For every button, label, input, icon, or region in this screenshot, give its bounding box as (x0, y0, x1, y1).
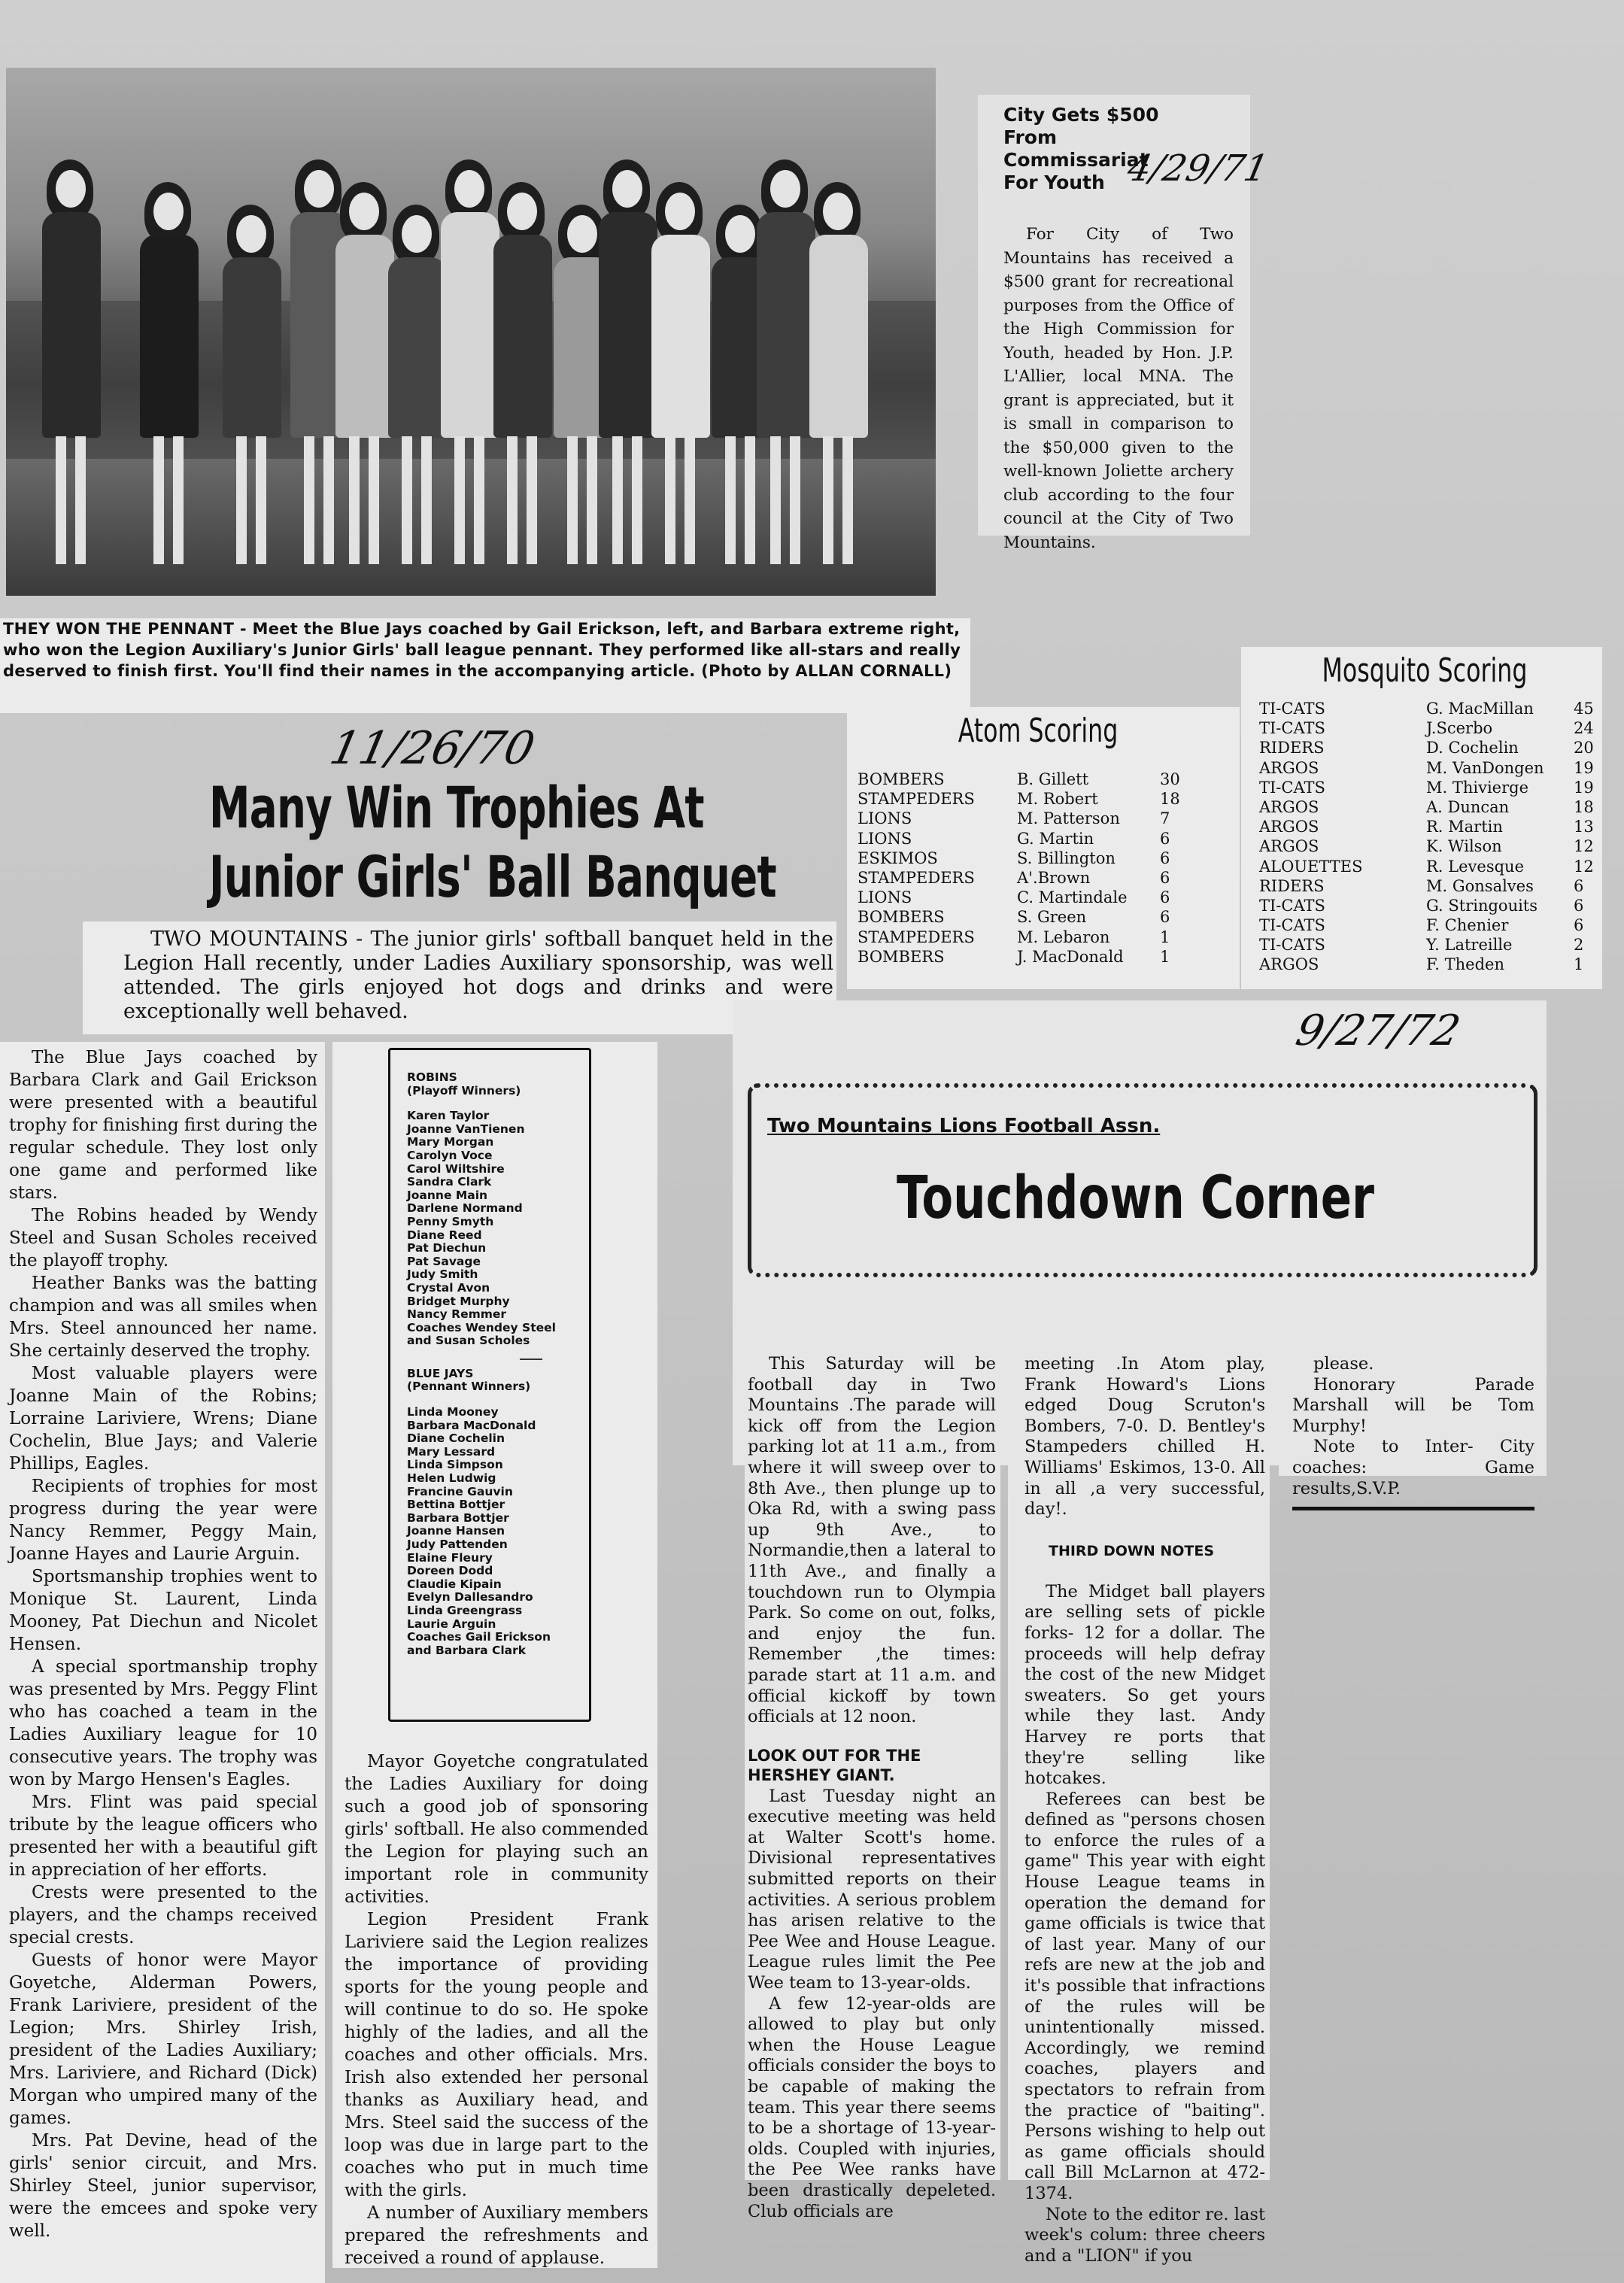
scoring-row (858, 770, 1228, 789)
team-name: STAMPEDERS (858, 927, 975, 946)
roster-name: Mary Lessard (407, 1444, 496, 1459)
column-paragraph: Last Tuesday night an executive meeting was held at Walter Scott's home. Divisional representatives submitted reports on their activities. A serious problem has arisen relative to the Pee Wee and House League. League rules limit the Pee Wee team to 13-year-olds. (748, 1786, 996, 1993)
roster-name: Barbara Bottjer (407, 1510, 509, 1525)
column-paragraph: Honorary Parade Marshall will be Tom Murphy! (1292, 1374, 1534, 1436)
roster-name: Pat Diechun (407, 1241, 487, 1255)
atom-scoring-title: Atom Scoring (958, 712, 1119, 750)
column-paragraph: Note to Inter- City coaches: Game results,S.V.P. (1292, 1437, 1534, 1498)
roster-name: Claudie Kipain (407, 1577, 502, 1591)
points: 6 (1160, 849, 1170, 867)
scoring-row (858, 927, 1228, 947)
points: 6 (1574, 896, 1584, 915)
scoring-row (858, 829, 1228, 849)
player-name: M. Patterson (1017, 809, 1120, 828)
atom-play-text: meeting .In Atom play, Frank Howard's Lions edged Doug Scruton's Bombers, 7-0. D. Bentley's Stampeders chilled H. Williams' Eskimos, 13-0. All in all ,a very successful, day!. (1024, 1354, 1265, 1519)
player-name: G. Martin (1017, 829, 1094, 848)
player-name: R. Levesque (1426, 857, 1524, 876)
scoring-row (1259, 699, 1593, 718)
player-name: G. MacMillan (1426, 700, 1534, 718)
trophies-headline-line2: Junior Girls' Ball Banquet (209, 843, 776, 910)
points: 1 (1160, 927, 1170, 946)
player-name: C. Martindale (1017, 888, 1128, 907)
trophies-column-1 (0, 1042, 325, 2283)
roster-name: Judy Smith (407, 1267, 478, 1282)
player-name: M. VanDongen (1426, 758, 1544, 777)
mosquito-scoring-clipping (1241, 647, 1602, 989)
article-paragraph: Heather Banks was the batting champion and was all smiles when Mrs. Steel announced her name. She certainly deserved the trophy. (9, 1274, 317, 1361)
roster-name: Diane Reed (407, 1228, 482, 1242)
roster-name: Sandra Clark (407, 1175, 492, 1189)
article-paragraph: A special sportmanship trophy was presented by Mrs. Peggy Flint who has coached a team in the Ladies Auxiliary league for 10 consecutive years. The trophy was won by Margo Hensen's Eagles. (9, 1657, 317, 1790)
team-name: LIONS (858, 829, 912, 848)
points: 1 (1574, 955, 1584, 974)
article-paragraph: Mrs. Pat Devine, head of the girls' senior circuit, and Mrs. Shirley Steel, junior supervisor, were the emcees and spoke very well. (9, 2131, 317, 2241)
trophies-column-2 (332, 1042, 657, 2268)
roster-name: Bridget Murphy (407, 1294, 510, 1308)
team-name: ARGOS (1259, 797, 1319, 816)
column-paragraph: A few 12-year-olds are allowed to play but only when the House League officials consider the boys to be capable of making the team. This year there seems to be a shortage of 13-year-olds. Coupled with injuries, the Pee Wee ranks have been drastically depeleted. Club officials are (748, 1993, 996, 2221)
scoring-row (858, 849, 1228, 868)
points: 6 (1160, 888, 1170, 907)
team-name: BOMBERS (858, 908, 945, 927)
points: 45 (1574, 700, 1594, 718)
roster-name: and Susan Scholes (407, 1334, 530, 1348)
article-paragraph: A number of Auxiliary members prepared the refreshments and received a round of applause. (345, 2203, 648, 2268)
team-name: TI-CATS (1259, 700, 1325, 718)
points: 2 (1574, 936, 1584, 955)
points: 13 (1574, 818, 1594, 836)
touchdown-assoc: Two Mountains Lions Football Assn. (767, 1115, 1161, 1137)
article-paragraph: Mayor Goyetche congratulated the Ladies Auxiliary for doing such a good job of sponsoring girls' softball. He also commended the Legion for playing such an important role in community activities. (345, 1752, 648, 1907)
scoring-row (858, 888, 1228, 907)
roster-name: Carol Wiltshire (407, 1161, 505, 1176)
roster-name: Karen Taylor (407, 1109, 490, 1123)
roster-name: Doreen Dodd (407, 1564, 493, 1578)
roster-name: and Barbara Clark (407, 1643, 527, 1657)
roster-name: Nancy Remmer (407, 1307, 507, 1322)
scoring-row (1259, 718, 1593, 738)
team-name: STAMPEDERS (858, 868, 975, 887)
article-paragraph: Sportsmanship trophies went to Monique St. Laurent, Linda Mooney, Pat Diechun and Nicolet Hensen. (9, 1567, 317, 1654)
roster-name: Penny Smyth (407, 1214, 494, 1228)
commissariat-date: 4/29/71 (1124, 147, 1272, 190)
bluejays-title: BLUE JAYS (407, 1366, 474, 1380)
roster-name: Evelyn Dallesandro (407, 1590, 533, 1604)
trophies-lead-clipping (83, 921, 836, 1034)
column-paragraph: Note to the editor re. last week's colum: three cheers and a "LION" if you (1024, 2204, 1265, 2266)
team-photo (6, 68, 936, 596)
bluejays-subtitle: (Pennant Winners) (407, 1380, 531, 1394)
player-name: M. Thivierge (1426, 778, 1529, 797)
team-name: ARGOS (1259, 837, 1319, 856)
third-down-heading: THIRD DOWN NOTES (1049, 1542, 1215, 1559)
column-paragraph: This Saturday will be football day in Two Mountains .The parade will kick off from the Legion parking lot at 11 a.m., from where it will sweep over to 8th Ave., then plunge up to Oka Rd, with a swing pass up 9th Ave., to Normandie,then a lateral to 11th Ave., and finally a touchdown run to Olympia Park. So come on out, folks, and enjoy the fun. Remember ,the times: parade start at 11 a.m. and official kickoff by town officials at 12 noon. (748, 1354, 996, 1727)
points: 7 (1160, 809, 1170, 828)
scoring-row (1259, 836, 1593, 856)
scoring-row (858, 789, 1228, 809)
team-name: RIDERS (1259, 876, 1325, 895)
article-paragraph: Crests were presented to the players, and the champs received special crests. (9, 1883, 317, 1948)
points: 6 (1160, 908, 1170, 927)
roster-name: Laurie Arguin (407, 1617, 496, 1631)
team-name: LIONS (858, 888, 912, 907)
column-paragraph: please. (1313, 1354, 1374, 1374)
mosquito-scoring-title: Mosquito Scoring (1322, 651, 1528, 690)
team-name: ALOUETTES (1259, 857, 1363, 876)
player-name: F. Theden (1426, 955, 1505, 974)
commissariat-body: For City of Two Mountains has received a $500 grant for recreational purposes from the Office of the High Commission for Youth, headed by Hon. J.P. L'Allier, local MNA. The grant is appreciated, but it is small in comparison to the $50,000 given to the well-known Joliette archery club according to the four council at the City of Two Mountains. (1003, 225, 1234, 552)
team-name: TI-CATS (1259, 936, 1325, 955)
roster-name: Mary Morgan (407, 1135, 494, 1149)
team-name: TI-CATS (1259, 778, 1325, 797)
roster-name: Coaches Gail Erickson (407, 1630, 551, 1644)
points: 12 (1574, 837, 1594, 856)
player-name: A'.Brown (1017, 868, 1091, 887)
points: 1 (1160, 947, 1170, 966)
points: 6 (1574, 916, 1584, 935)
player-name: K. Wilson (1426, 837, 1502, 856)
player-name: F. Chenier (1426, 916, 1509, 935)
points: 12 (1574, 857, 1594, 876)
roster-name: Helen Ludwig (407, 1471, 496, 1486)
scoring-row (1259, 797, 1593, 817)
scoring-row (1259, 935, 1593, 955)
scoring-row (1259, 915, 1593, 935)
scoring-row (858, 907, 1228, 927)
scoring-row (1259, 857, 1593, 876)
touchdown-date: 9/27/72 (1292, 1006, 1465, 1055)
points: 6 (1160, 829, 1170, 848)
roster-name: Francine Gauvin (407, 1484, 513, 1498)
player-name: Y. Latreille (1426, 936, 1513, 955)
roster-name: Darlene Normand (407, 1201, 523, 1216)
scoring-row (1259, 876, 1593, 896)
scoring-row (858, 868, 1228, 888)
roster-name: Pat Savage (407, 1254, 481, 1268)
team-name: RIDERS (1259, 739, 1325, 757)
roster-divider (520, 1359, 542, 1360)
scoring-row (1259, 817, 1593, 836)
scoring-row (1259, 758, 1593, 778)
scoring-row (858, 947, 1228, 967)
points: 24 (1574, 719, 1594, 738)
player-name: G. Stringouits (1426, 896, 1538, 915)
team-name: ESKIMOS (858, 849, 938, 867)
photo-caption-clipping (0, 618, 970, 713)
team-name: LIONS (858, 809, 912, 828)
player-name: M. Robert (1017, 790, 1098, 809)
article-paragraph: Legion President Frank Lariviere said the Legion realizes the importance of providing sports for the young people and will continue to do so. He spoke highly of the ladies, and all the coaches and other officials. Mrs. Irish also extended her personal thanks as Auxiliary head, and Mrs. Steel said the success of the loop was due in large part to the coaches who put in much time with the girls. (345, 1910, 648, 2200)
roster-name: Joanne Hansen (407, 1524, 505, 1538)
team-name: BOMBERS (858, 947, 945, 966)
scoring-row (1259, 896, 1593, 915)
points: 18 (1160, 790, 1180, 809)
player-name: J. MacDonald (1017, 947, 1124, 966)
scoring-row (1259, 738, 1593, 757)
roster-name: Linda Simpson (407, 1458, 503, 1472)
trophies-headline-line1: Many Win Trophies At (209, 774, 704, 841)
robins-title: ROBINS (407, 1070, 457, 1084)
roster-name: Linda Mooney (407, 1405, 499, 1419)
points: 20 (1574, 739, 1594, 757)
article-paragraph: The Robins headed by Wendy Steel and Susan Scholes received the playoff trophy. (9, 1206, 317, 1271)
article-paragraph: Mrs. Flint was paid special tribute by the league officers who presented her with a beautiful gift in appreciation of her efforts. (9, 1793, 317, 1880)
player-name: M. Gonsalves (1426, 876, 1534, 895)
atom-scoring-clipping (847, 707, 1240, 989)
roster-name: Coaches Wendey Steel (407, 1320, 556, 1334)
roster-name: Barbara MacDonald (407, 1418, 536, 1432)
column-end-rule (1292, 1507, 1534, 1510)
player-name: S. Green (1017, 908, 1087, 927)
roster-name: Joanne VanTienen (407, 1122, 525, 1136)
commissariat-headline: City Gets $500 From Commissariat For Youth (1003, 104, 1159, 193)
roster-name: Diane Cochelin (407, 1431, 505, 1446)
commissariat-clipping (978, 95, 1272, 552)
points: 19 (1574, 758, 1594, 777)
article-paragraph: Recipients of trophies for most progress during the year were Nancy Remmer, Peggy Main, Joanne Hayes and Laurie Arguin. (9, 1477, 317, 1564)
player-name: J.Scerbo (1426, 719, 1493, 738)
article-paragraph: The Blue Jays coached by Barbara Clark and Gail Erickson were presented with a beautiful trophy for finishing first during the regular schedule. They lost only one game and performed like stars. (9, 1048, 318, 1203)
team-name: TI-CATS (1259, 916, 1325, 935)
roster-name: Joanne Main (407, 1188, 488, 1202)
hershey-heading: LOOK OUT FOR THE HERSHEY GIANT. (748, 1746, 921, 1784)
team-name: TI-CATS (1259, 896, 1325, 915)
points: 19 (1574, 778, 1594, 797)
touchdown-column-3 (1279, 1354, 1547, 1498)
article-paragraph: Guests of honor were Mayor Goyetche, Alderman Powers, Frank Lariviere, president of the Legion; Mrs. Shirley Irish, president of the Ladies Auxiliary; Mrs. Lariviere, and Richard (Dick) Morgan who umpired many of the games. (9, 1951, 317, 2128)
roster-box (388, 1048, 591, 1722)
roster-name: Carolyn Voce (407, 1148, 493, 1162)
points: 6 (1574, 876, 1584, 895)
team-name: BOMBERS (858, 770, 945, 788)
column-paragraph: Referees can best be defined as "persons chosen to enforce the rules of a game" This year with eight House League teams in operation the demand for game officials is twice that of last year. Many of our refs are new at the job and it's possible that infractions of the rules will be unintentionally missed. Accordingly, we remind coaches, players and spectators to refrain from the practice of "baiting". Persons wishing to help out as game officials should call Bill McLarnon at 472-1374. (1024, 1789, 1265, 2203)
points: 18 (1574, 797, 1594, 816)
roster-name: Linda Greengrass (407, 1603, 523, 1617)
roster-name: Elaine Fleury (407, 1550, 493, 1565)
player-name: B. Gillett (1017, 770, 1089, 788)
roster-name: Crystal Avon (407, 1280, 490, 1295)
touchdown-column-2 (1008, 1354, 1270, 2266)
player-name: M. Lebaron (1017, 927, 1110, 946)
trophies-headline (209, 775, 826, 910)
column-paragraph: The Midget ball players are selling sets of pickle forks- 12 for a dollar. The proceeds will help defray the cost of the new Midget sweaters. So get yours while they last. Andy Harvey re ports that they're selling like hotcakes. (1024, 1581, 1265, 1789)
points: 30 (1160, 770, 1180, 788)
roster-name: Bettina Bottjer (407, 1498, 505, 1512)
scoring-row (1259, 955, 1593, 974)
scoring-row (858, 809, 1228, 828)
player-name: R. Martin (1426, 818, 1503, 836)
article-paragraph: Most valuable players were Joanne Main of the Robins; Lorraine Lariviere, Wrens; Diane Cochelin, Blue Jays; and Valerie Phillips, Eagles. (9, 1364, 317, 1474)
team-name: ARGOS (1259, 955, 1319, 974)
team-name: ARGOS (1259, 818, 1319, 836)
roster-name: Judy Pattenden (407, 1538, 508, 1551)
player-name: D. Cochelin (1426, 739, 1519, 757)
player-name: S. Billington (1017, 849, 1116, 867)
scoring-row (1259, 778, 1593, 797)
team-name: STAMPEDERS (858, 790, 975, 809)
team-name: TI-CATS (1259, 719, 1325, 738)
team-name: ARGOS (1259, 758, 1319, 777)
points: 6 (1160, 868, 1170, 887)
touchdown-title: Touchdown Corner (897, 1164, 1374, 1232)
player-name: A. Duncan (1426, 797, 1510, 816)
robins-subtitle: (Playoff Winners) (407, 1083, 521, 1097)
touchdown-column-1 (745, 1354, 1000, 2221)
trophies-date: 11/26/70 (325, 722, 539, 775)
photo-caption: THEY WON THE PENNANT - Meet the Blue Jays coached by Gail Erickson, left, and Barbara extreme right, who won the Legion Auxiliary's Junior Girls' ball league pennant. They performed like all-stars and really deserved to finish first. You'll find their names in the accompanying article. (Photo by ALLAN CORNALL) (3, 620, 961, 680)
trophies-lead: TWO MOUNTAINS - The junior girls' softball banquet held in the Legion Hall recently, under Ladies Auxiliary sponsorship, was well attended. The girls enjoyed hot dogs and drinks and were exceptionally well behaved. (123, 927, 833, 1023)
